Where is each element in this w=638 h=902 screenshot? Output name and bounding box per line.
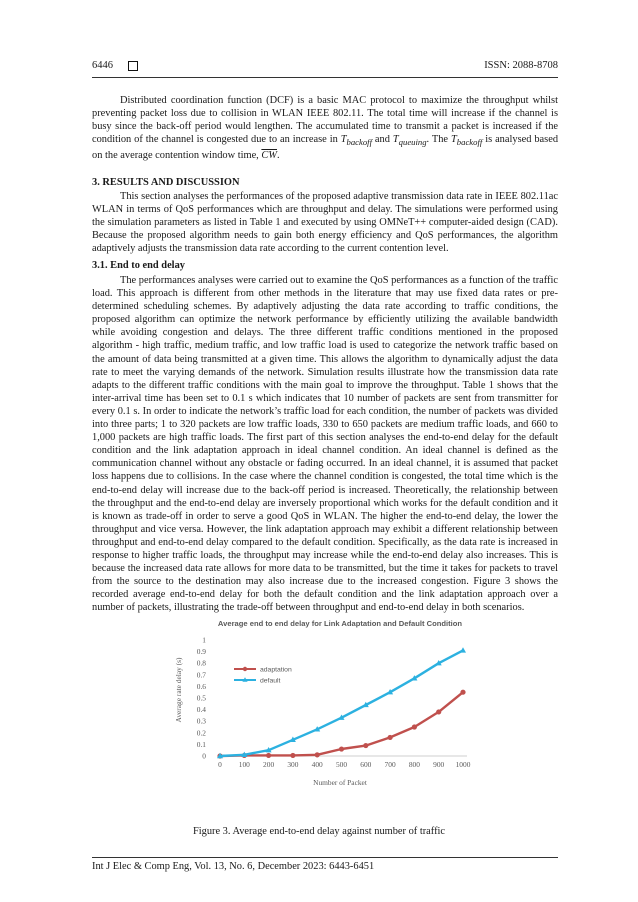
t-backoff-symbol-2: T [451,134,457,146]
adaptation-point [266,753,271,758]
adaptation-point [315,752,320,757]
y-tick-label: 0.1 [196,739,206,749]
t-backoff-subscript-2: backoff [456,137,483,148]
chart-legend [234,666,292,684]
adaptation-point [388,735,393,740]
section-3-text: This section analyses the performances of the proposed adaptive transmission data rate in IEEE 802.11ac WLAN in terms of QoS performances which are throughput and delay. The simulations were performed using the simulation parameters as listed in Table 1 and executed by using OMNeT++ computer-aided design (CAD). Because the proposed algorithm needs to gain both energy efficiency and QoS performances, the algorithm adaptively adjusts the transmission data rate according to the current contention level. [92,191,558,255]
y-tick-label: 0.9 [196,647,206,657]
dcf-paragraph [92,94,558,163]
section-3-1-heading: 3.1. End to end delay [92,260,185,271]
y-tick-labels [197,636,207,761]
dcf-text-3: . The [426,134,451,146]
header-rule [92,77,558,78]
page-number: 6446 [92,60,113,71]
y-tick-label: 1 [202,635,206,645]
y-tick-label: 0.4 [196,705,206,715]
chart-series [217,647,466,758]
adaptation-point [363,743,368,748]
dcf-text-1: Distributed coordination function (DCF) is a basic MAC protocol to maximize the throughput whilst preventing packet loss due to collision in WLAN IEEE 802.11. The total time will increase if the channel is busy since the back-off period would lengthen. The accumulated time to transmit a packet is increased if the condition of the channel is congested due to an increase in [92,95,558,146]
y-tick-label: 0.3 [196,716,206,726]
dcf-text-5: . [276,150,280,162]
y-tick-label: 0.6 [196,681,206,691]
footer-citation: Int J Elec & Comp Eng, Vol. 13, No. 6, December 2023: 6443-6451 [92,861,375,872]
t-backoff-subscript: backoff [346,137,372,148]
footer-rule [92,857,558,858]
cw-symbol: $\overline{CW}$ [261,150,277,162]
page-header [92,60,558,76]
x-tick-label: 600 [360,760,372,769]
legend-adaptation-marker [243,667,247,671]
adaptation-point [436,709,441,714]
section-3-1-text: The performances analyses were carried out to examine the QoS performances as a function of the traffic load. This approach is different from other methods in the literature that may use fixed data rates or pre-determined scheduling schemes. By adaptively adjusting the data rate according to traffic conditions, the proposed algorithm can optimize the network performance by efficiently utilizing the available bandwidth while avoiding congestion and delays. The three different traffic conditions mentioned in the proposed algorithm - high traffic, medium traffic, and low traffic load is used to categorize the network traffic based on the amount of data being transmitted at a given time. This allows the algorithm to dynamically adjust the data rate to meet the varying demands of the network. Simulation results illustrate how the transmission data rate adapts to the different traffic conditions with the main goal to improve the throughput. Table 1 shows that the inter-arrival time has been set to 0.1 s which indicates that 10 number of packets are sent from transmitter for every 0.1 s. In order to indicate the network’s traffic load for each condition, the number of packets was divided into three parts; 1 to 320 packets are low traffic loads, 330 to 650 packets are medium traffic loads, and 660 to 1,000 packets are high traffic loads. The first part of this section analyses the end-to-end delay for the default condition and the link adaptation approach in ideal channel condition. An ideal channel is defined as the communication channel without any obstacle or fading occurred. In an ideal channel, it is assumed that packet loss happens due to collisions. In the case where the channel condition is congested, the total time which is the end-to-end delay will increase due to the back-off period is increased. Theoretically, the relationship between the throughput and the end-to-end delay are inversely proportional which works for the default condition and it is known as trade-off in order to serve a good QoS in WLAN. The higher the end-to-end delay, the lower the throughput and vice versa. However, the link adaptation approach may exhibit a different relationship between throughput and end-to-end delay compared to the default condition. Specifically, as the data rate is increased in response to higher traffic loads, the throughput may increase while the end-to-end delay also increases. This is because the increased data rate allows for more data to be transmitted, but the time it takes for packets to travel from the source to the destination may also increase due to the increased congestion. Figure 3 shows the recorded average end-to-end delay for both the default condition and the link adaptation approach over a number of packets, illustrating the trade-off between throughput and end-to-end delay in both scenarios. [92,275,558,614]
x-tick-label: 0 [218,760,222,769]
x-tick-label: 800 [408,760,420,769]
adaptation-point [412,724,417,729]
x-tick-label: 1000 [455,760,471,769]
y-axis-label: Average rate delay (s) [174,657,183,723]
x-tick-label: 300 [287,760,299,769]
x-tick-labels [218,760,471,769]
square-icon [128,61,138,71]
y-tick-label: 0 [202,751,206,761]
dcf-text-2: and [371,134,393,146]
adaptation-line [220,692,463,756]
t-queuing-symbol: T [392,134,399,146]
issn: ISSN: 2088-8708 [484,60,558,71]
x-tick-label: 500 [335,760,348,769]
figure-caption: Figure 3. Average end-to-end delay against number of traffic [192,826,446,837]
default-line [220,650,463,756]
section-3-paragraph [92,190,558,255]
delay-chart [170,612,480,792]
y-tick-label: 0.8 [196,658,206,668]
t-backoff-symbol: T [340,134,347,146]
t-queuing-subscript: queuing [398,137,427,148]
legend-adaptation-label: adaptation [260,666,292,674]
section-3-heading: 3. RESULTS AND DISCUSSION [92,177,240,188]
chart-title: Average end to end delay for Link Adaptation and Default Condition [217,619,463,628]
y-tick-label: 0.5 [196,693,206,703]
x-tick-label: 900 [433,760,445,769]
legend-default-label: default [260,677,281,685]
x-axis-label: Number of Packet [313,778,367,787]
adaptation-point [290,753,295,758]
y-tick-label: 0.2 [196,728,206,738]
x-tick-label: 400 [311,760,323,769]
adaptation-point [339,746,344,751]
x-tick-label: 100 [238,760,250,769]
adaptation-point [460,690,465,695]
y-tick-label: 0.7 [196,670,206,680]
dcf-text-4: is analysed based on the average contention window time, [92,134,559,162]
section-3-1-paragraph [92,274,558,614]
x-tick-label: 200 [263,760,275,769]
default-point [460,647,466,652]
x-tick-label: 700 [384,760,396,769]
